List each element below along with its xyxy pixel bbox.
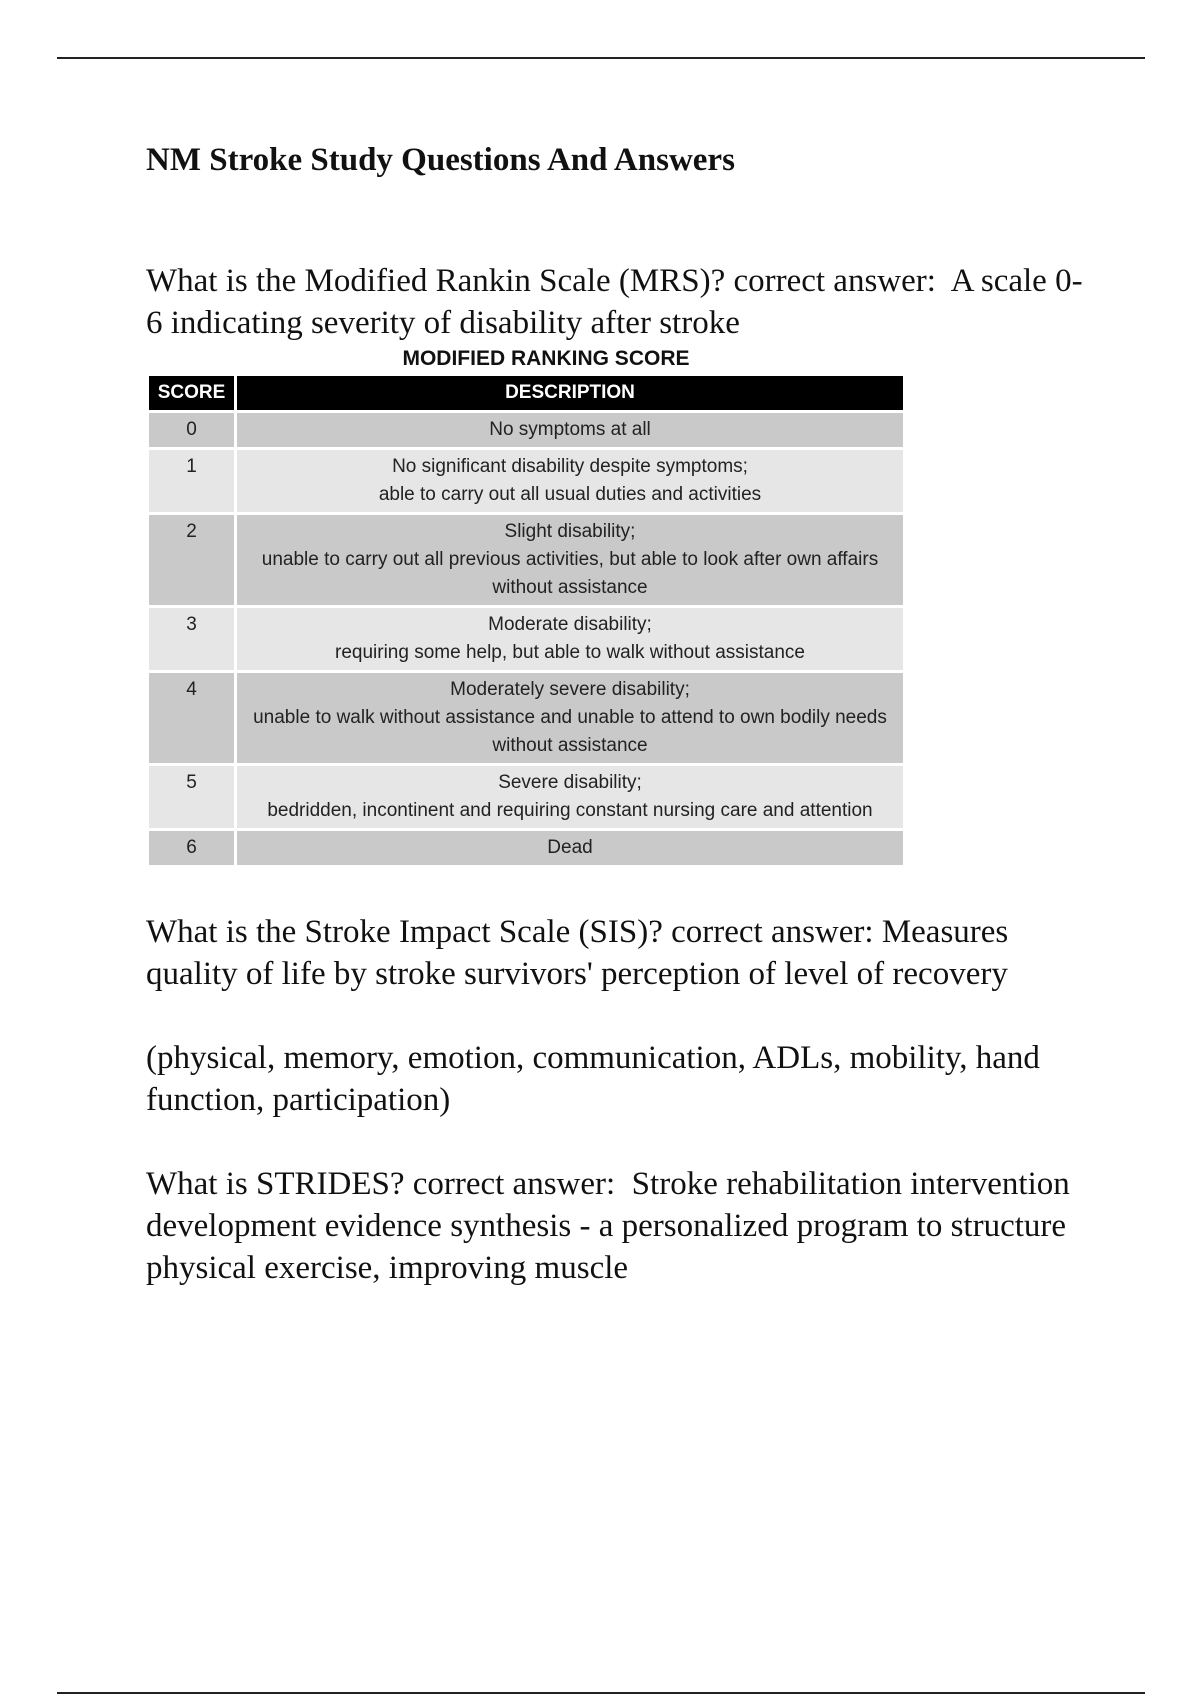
description-cell	[236, 830, 904, 866]
score-cell: 1	[149, 449, 236, 514]
description-line: Moderate disability;	[488, 614, 652, 635]
description-cell	[236, 514, 904, 607]
description-cell	[236, 607, 904, 672]
description-line: No symptoms at all	[489, 419, 651, 440]
table-row	[149, 607, 903, 672]
table-row	[149, 830, 903, 866]
score-cell: 3	[149, 607, 236, 672]
table-row	[149, 449, 903, 514]
mrs-figure	[146, 346, 906, 865]
page-content	[146, 140, 1086, 1289]
description-cell	[236, 449, 904, 514]
description-line: able to carry out all usual duties and activities	[378, 484, 762, 505]
table-row	[149, 672, 903, 765]
footer-rule	[57, 1692, 1145, 1694]
description-line: No significant disability despite symptoms;	[392, 456, 748, 477]
description-line: bedridden, incontinent and requiring constant nursing care and attention	[267, 800, 873, 821]
table-row	[149, 412, 903, 449]
score-cell: 0	[149, 412, 236, 449]
score-cell: 4	[149, 672, 236, 765]
score-cell: 2	[149, 514, 236, 607]
description-line: unable to carry out all previous activities, but able to look after own affairs without assistance	[261, 549, 879, 598]
description-line: Moderately severe disability;	[450, 679, 690, 700]
description-line: Severe disability;	[498, 772, 642, 793]
qa-sis-domains: (physical, memory, emotion, communication, ADLs, mobility, hand function, participation)	[146, 1040, 1049, 1118]
description-cell	[236, 672, 904, 765]
header-rule	[57, 57, 1145, 59]
qa-sis: What is the Stroke Impact Scale (SIS)? correct answer: Measures quality of life by stroke survivors' perception of level of recovery	[146, 914, 1017, 992]
description-cell	[236, 412, 904, 449]
score-cell: 6	[149, 830, 236, 866]
mrs-table	[149, 376, 903, 865]
qa-strides: What is STRIDES? correct answer: Stroke rehabilitation intervention development evidence synthesis - a personalized program to structure physical exercise, improving muscle	[146, 1166, 1078, 1286]
description-column-header: DESCRIPTION	[236, 376, 904, 412]
mrs-header-row	[149, 376, 903, 412]
description-line: Slight disability;	[504, 521, 636, 542]
score-column-header: SCORE	[149, 376, 236, 412]
mrs-figure-title: MODIFIED RANKING SCORE	[402, 347, 690, 370]
page-title: NM Stroke Study Questions And Answers	[146, 142, 735, 178]
description-line: requiring some help, but able to walk without assistance	[335, 642, 805, 663]
table-row	[149, 765, 903, 830]
description-line: unable to walk without assistance and unable to attend to own bodily needs without assistance	[253, 707, 887, 756]
description-line: Dead	[547, 837, 593, 858]
score-cell: 5	[149, 765, 236, 830]
table-row	[149, 514, 903, 607]
description-cell	[236, 765, 904, 830]
qa-mrs: What is the Modified Rankin Scale (MRS)? correct answer: A scale 0-6 indicating severity of disability after stroke	[146, 263, 1083, 341]
